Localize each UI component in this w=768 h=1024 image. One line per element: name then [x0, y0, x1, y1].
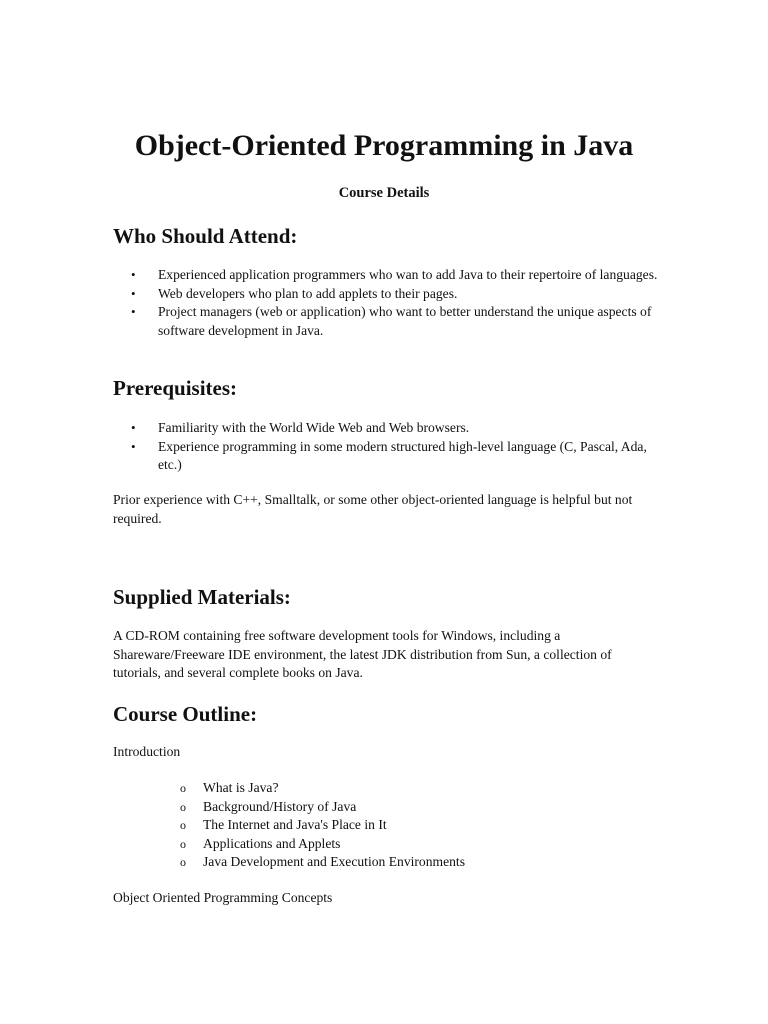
circle-bullet-icon: o [180, 799, 186, 814]
prerequisite-list [113, 419, 673, 475]
bullet-icon: • [131, 285, 136, 301]
list-item-text: Java Development and Execution Environments [203, 854, 465, 869]
list-item [113, 438, 673, 475]
outline-section-title: Object Oriented Programming Concepts [113, 890, 333, 905]
list-item-text: The Internet and Java's Place in It [203, 817, 387, 832]
bullet-icon: • [131, 420, 136, 435]
list-item [180, 853, 620, 872]
list-item [113, 419, 673, 438]
list-item-text: Familiarity with the World Wide Web and Web browsers. [158, 420, 470, 435]
list-item-text: Applications and Applets [203, 835, 341, 851]
section-heading-course-outline: Course Outline: [113, 702, 258, 726]
introduction-topic-list [180, 779, 620, 872]
list-item-text: Project managers (web or application) who want to better understand the unique aspects of software development in Java. [158, 304, 652, 338]
section-heading-who-should-attend: Who Should Attend: [113, 224, 298, 248]
list-item-text: Web developers who plan to add applets to their pages. [158, 285, 458, 301]
list-item-text: Background/History of Java [203, 798, 357, 814]
attendee-list [113, 266, 673, 340]
circle-bullet-icon: o [180, 855, 186, 869]
supplied-materials-text: A CD-ROM containing free software development tools for Windows, including a Shareware/Freeware IDE environment, the latest JDK distribution from Sun, a collection of tutorials, and several complete books on Java. [113, 628, 612, 680]
circle-bullet-icon: o [180, 818, 186, 832]
list-item [113, 303, 673, 340]
prerequisites-note: Prior experience with C++, Smalltalk, or some other object-oriented language is helpful but not required. [113, 492, 633, 526]
list-item-text: What is Java? [203, 780, 279, 795]
page-title: Object-Oriented Programming in Java [134, 129, 634, 162]
list-item [113, 266, 673, 285]
section-heading-prerequisites: Prerequisites: [113, 376, 238, 400]
outline-section-title: Introduction [113, 744, 181, 759]
list-item [113, 285, 673, 304]
list-item [180, 798, 620, 817]
bullet-icon: • [131, 267, 136, 282]
page-subtitle: Course Details [338, 185, 430, 201]
list-item [180, 816, 620, 835]
bullet-icon: • [131, 304, 136, 319]
circle-bullet-icon: o [180, 781, 186, 795]
section-heading-supplied-materials: Supplied Materials: [113, 585, 291, 609]
list-item-text: Experience programming in some modern structured high-level language (C, Pascal, Ada, etc.) [158, 438, 647, 472]
list-item [180, 779, 620, 798]
circle-bullet-icon: o [180, 836, 186, 851]
list-item [180, 835, 620, 854]
list-item-text: Experienced application programmers who wan to add Java to their repertoire of languages. [158, 267, 658, 282]
bullet-icon: • [131, 438, 136, 454]
